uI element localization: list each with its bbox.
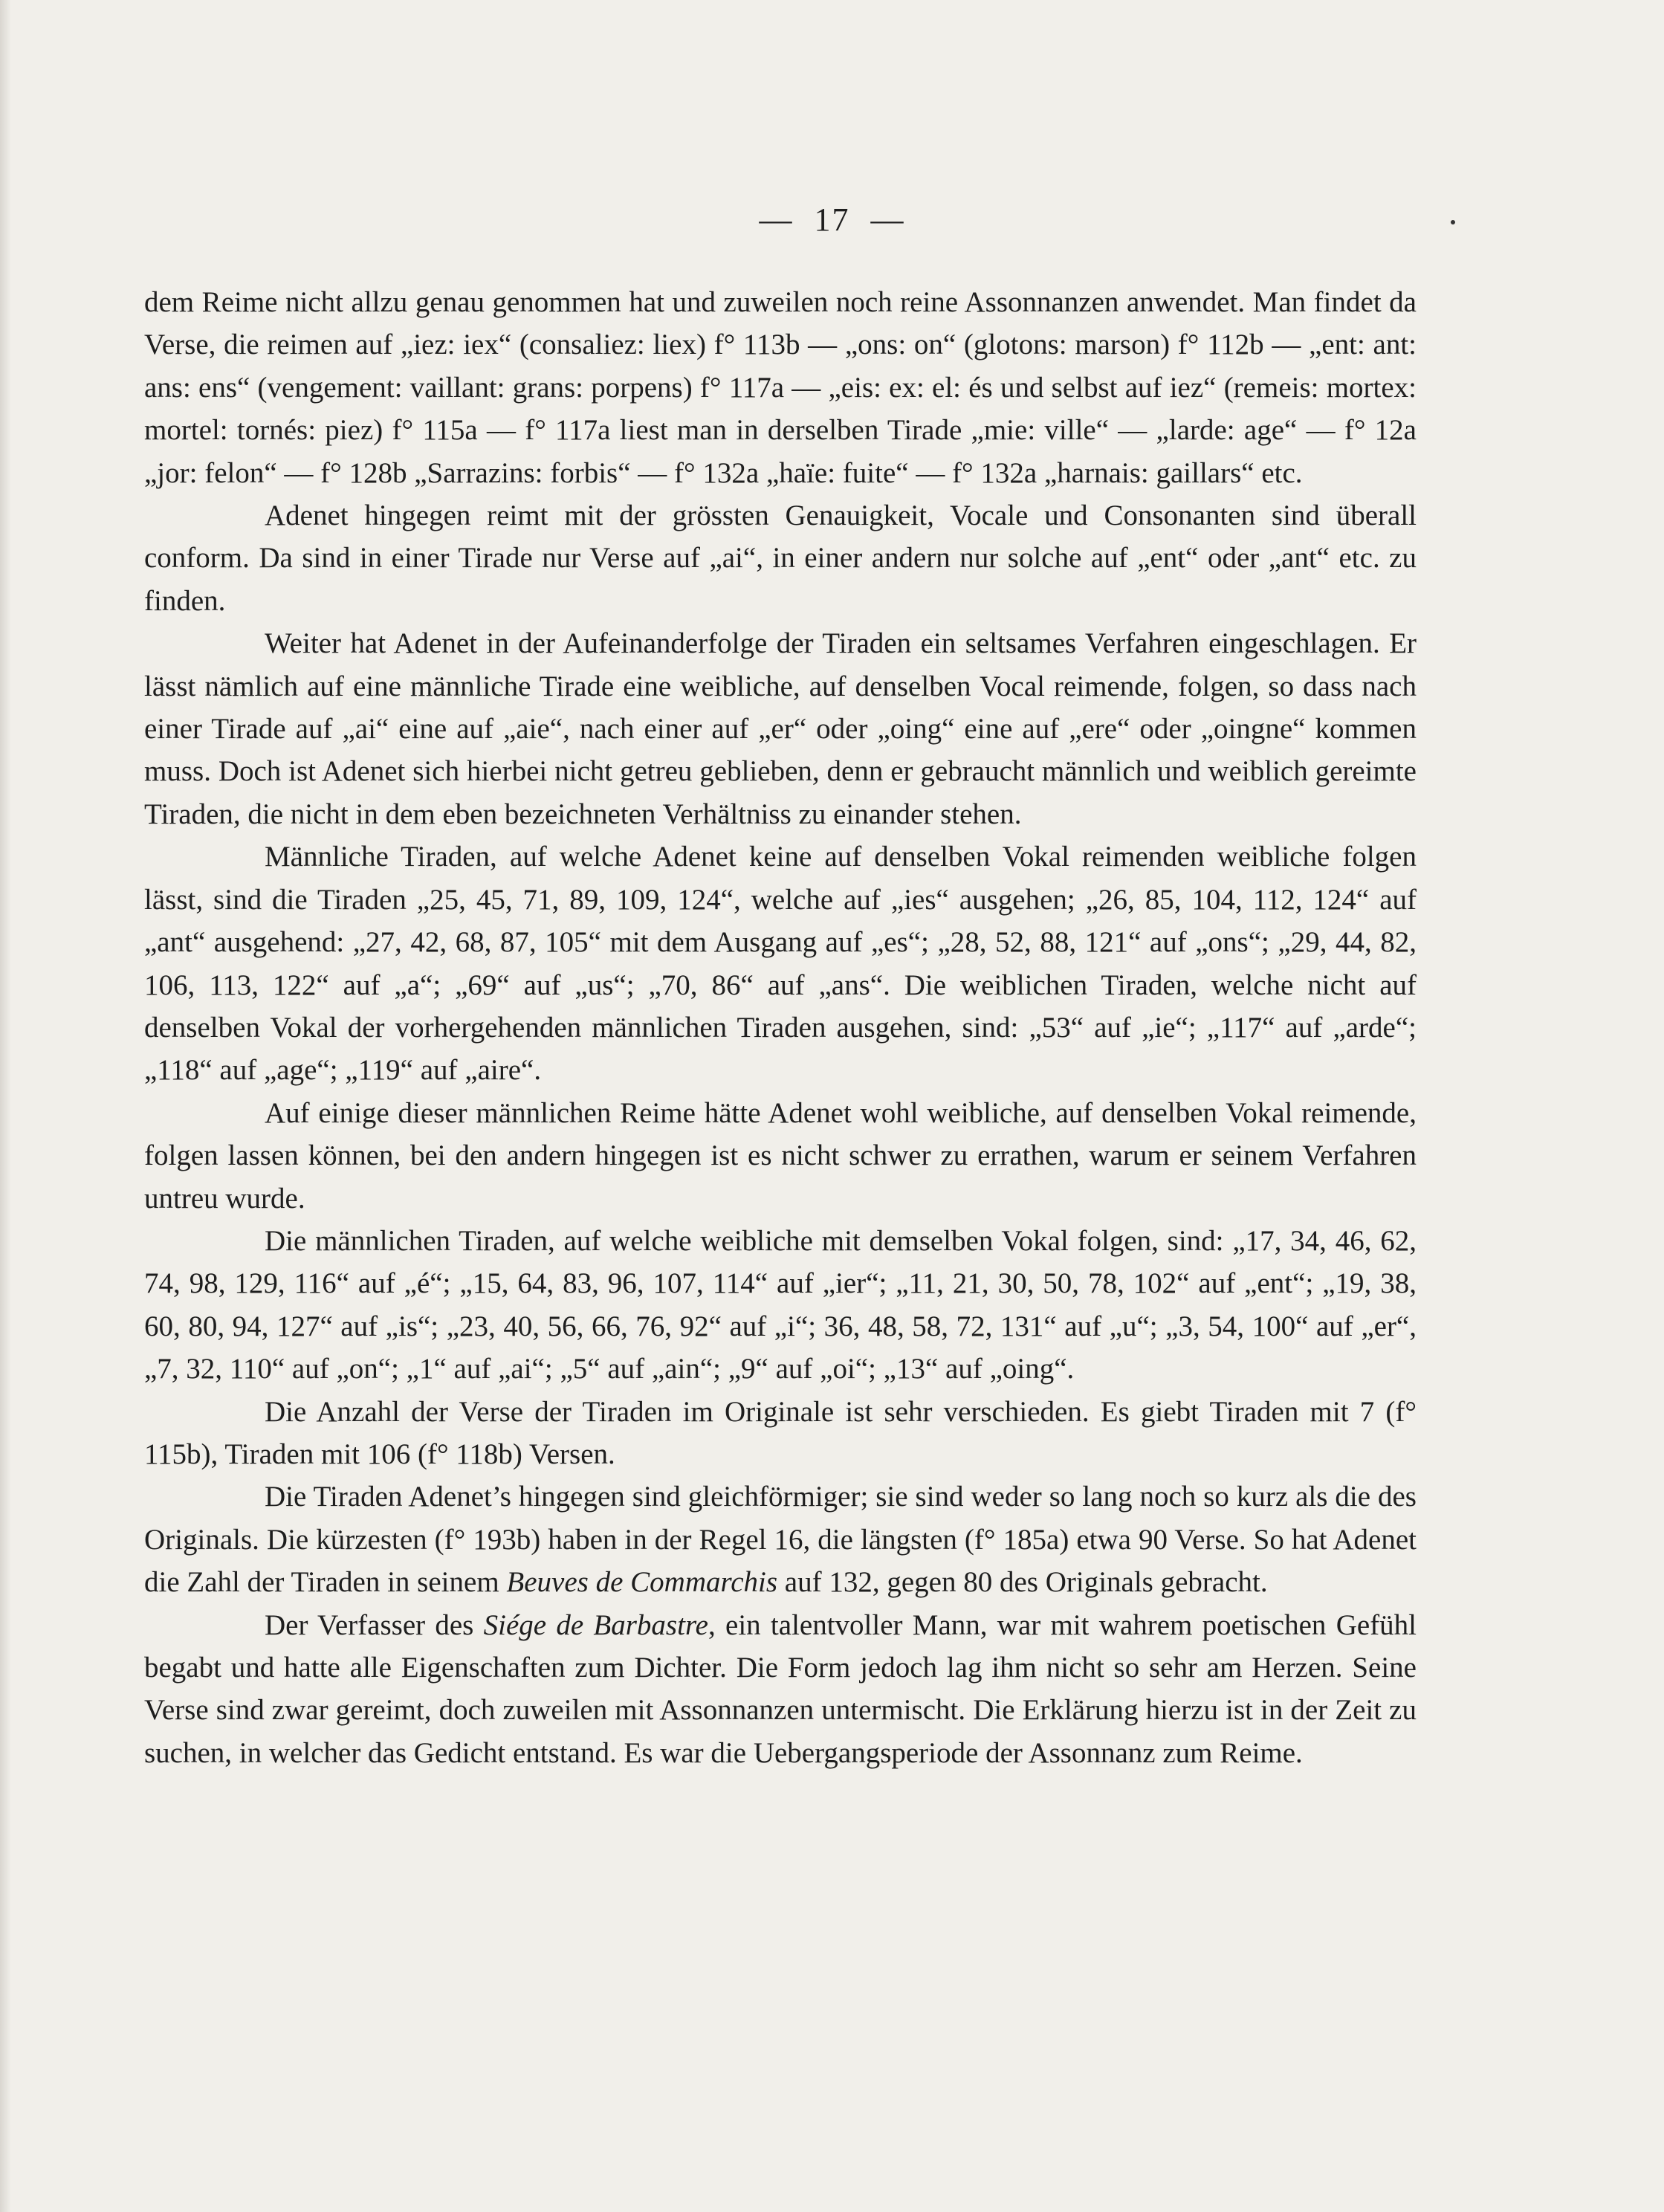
paragraph-p9 (144, 1604, 1417, 1775)
italic-title: Siége de Barbastre (483, 1608, 708, 1641)
paragraph-p7 (144, 1391, 1417, 1476)
paragraph-p3 (144, 622, 1417, 835)
paragraph-text: Adenet hingegen reimt mit der grössten Genauigkeit, Vocale und Consonanten sind überall conform. Da sind in einer Tirade nur Verse auf „ai“, in einer andern nur solche auf „ent“ oder „ant“ etc. zu finden. (144, 499, 1417, 617)
paragraph-p5 (144, 1092, 1417, 1220)
paragraph-text: Auf einige dieser männlichen Reime hätte Adenet wohl weibliche, auf denselben Vokal reimende, folgen lassen können, bei den andern hingegen ist es nicht schwer zu errathen, warum er seinem Verfahren untreu wurde. (144, 1096, 1417, 1215)
page-header (0, 201, 1664, 239)
paragraph-p2 (144, 494, 1417, 622)
print-speck (1451, 220, 1455, 224)
header-dash-left: — (759, 201, 794, 238)
paragraph-text: Der Verfasser des (265, 1608, 484, 1641)
body-text (144, 281, 1417, 1774)
paragraph-text: dem Reime nicht allzu genau genommen hat und zuweilen noch reine Assonnanzen anwendet. Man findet da Verse, die reimen auf „iez: iex“ (consaliez: liex) f° 113b — „ons: on“ (glotons: marson) f° 112b — „ent: ant: ans: ens“ (vengement: vaillant: grans: porpens) f° 117a — „eis: ex: el: és und selbst auf iez“ (remeis: mortex: mortel: tornés: piez) f° 115a — f° 117a liest man in derselben Tirade „mie: ville“ — „larde: age“ — f° 12a „jor: felon“ — f° 128b „Sarrazins: forbis“ — f° 132a „haïe: fuite“ — f° 132a „harnais: gaillars“ etc. (144, 286, 1417, 489)
page-number: 17 (814, 201, 850, 238)
paragraph-text: Die Anzahl der Verse der Tiraden im Originale ist sehr verschieden. Es giebt Tiraden mit 7 (f° 115b), Tiraden mit 106 (f° 118b) Versen. (144, 1395, 1417, 1470)
paragraph-p8 (144, 1475, 1417, 1603)
page-edge-shadow (0, 0, 10, 2212)
italic-title: Beuves de Commarchis (506, 1566, 778, 1599)
paragraph-p4 (144, 835, 1417, 1091)
paragraph-text: Weiter hat Adenet in der Aufeinanderfolge der Tiraden ein seltsames Verfahren eingeschlagen. Er lässt nämlich auf eine männliche Tirade eine weibliche, auf denselben Vocal reimende, folgen, so dass nach einer Tirade auf „ai“ eine auf „aie“, nach einer auf „er“ oder „oing“ eine auf „ere“ oder „oingne“ kommen muss. Doch ist Adenet sich hierbei nicht getreu geblieben, denn er gebraucht männlich und weiblich gereimte Tiraden, die nicht in dem eben bezeichneten Verhältniss zu einander stehen. (144, 627, 1417, 830)
paragraph-text: auf 132, gegen 80 des Originals gebracht. (777, 1566, 1268, 1599)
paragraph-text: Die Tiraden Adenet’s hingegen sind gleichförmiger; sie sind weder so lang noch so kurz als die des Originals. Die kürzesten (f° 193b) haben in der Regel 16, die längsten (f° 185a) etwa 90 Verse. So hat Adenet die Zahl der Tiraden in seinem (144, 1481, 1417, 1599)
header-dash-right: — (870, 201, 905, 238)
paragraph-p1 (144, 281, 1417, 494)
paragraph-p6 (144, 1220, 1417, 1391)
paragraph-text: Männliche Tiraden, auf welche Adenet keine auf denselben Vokal reimenden weibliche folgen lässt, sind die Tiraden „25, 45, 71, 89, 109, 124“, welche auf „ies“ ausgehen; „26, 85, 104, 112, 124“ auf „ant“ ausgehend: „27, 42, 68, 87, 105“ mit dem Ausgang auf „es“; „28, 52, 88, 121“ auf „ons“; „29, 44, 82, 106, 113, 122“ auf „a“; „69“ auf „us“; „70, 86“ auf „ans“. Die weiblichen Tiraden, welche nicht auf denselben Vokal der vorhergehenden männlichen Tiraden ausgehen, sind: „53“ auf „ie“; „117“ auf „arde“; „118“ auf „age“; „119“ auf „aire“. (144, 841, 1417, 1087)
paragraph-text: Die männlichen Tiraden, auf welche weibliche mit demselben Vokal folgen, sind: „17, 34, 46, 62, 74, 98, 129, 116“ auf „é“; „15, 64, 83, 96, 107, 114“ auf „ier“; „11, 21, 30, 50, 78, 102“ auf „ent“; „19, 38, 60, 80, 94, 127“ auf „is“; „23, 40, 56, 66, 76, 92“ auf „i“; 36, 48, 58, 72, 131“ auf „u“; „3, 54, 100“ auf „er“, „7, 32, 110“ auf „on“; „1“ auf „ai“; „5“ auf „ain“; „9“ auf „oi“; „13“ auf „oing“. (144, 1224, 1417, 1385)
paragraph-text: , ein talentvoller Mann, war mit wahrem poetischen Gefühl begabt und hatte alle Eigenschaften zum Dichter. Die Form jedoch lag ihm nicht so sehr am Herzen. Seine Verse sind zwar gereimt, doch zuweilen mit Assonnanzen untermischt. Die Erklärung hierzu ist in der Zeit zu suchen, in welcher das Gedicht entstand. Es war die Uebergangsperiode der Assonnanz zum Reime. (144, 1608, 1417, 1769)
